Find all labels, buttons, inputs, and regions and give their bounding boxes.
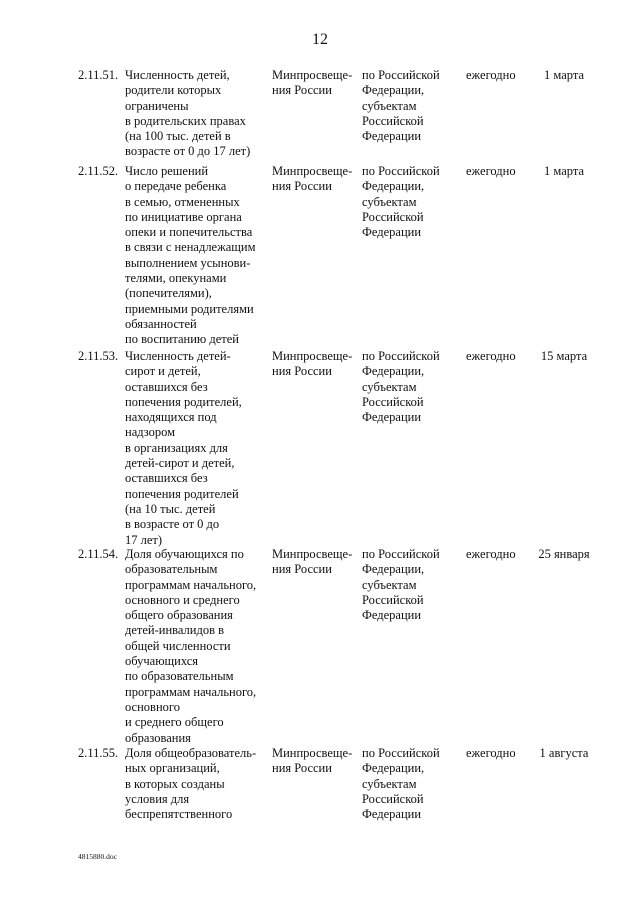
row-number: 2.11.54. [78,547,119,561]
responsible-agency: Минпросвеще- ния России [272,164,353,194]
indicator-name: Число решений о передаче ребенка в семью, отмененных по инициативе органа опеки и попечительства в связи с ненадлежащим выполнением усынови- телями, опекунами (попечителями), приемными родителями обязанностей по воспитанию детей [125,164,256,347]
frequency: ежегодно [466,746,516,760]
due-date: 25 января [538,547,590,561]
indicator-name: Численность детей, родители которых ограничены в родительских правах (на 100 тыс. детей в возрасте от 0 до 17 лет) [125,68,251,159]
due-date: 1 марта [544,68,584,82]
due-date: 15 марта [540,349,588,363]
row-number: 2.11.53. [78,349,119,363]
row-number: 2.11.51. [78,68,119,82]
row-number: 2.11.52. [78,164,119,178]
due-date: 1 августа [539,746,589,760]
footer-doc-id: 4815880.doc [78,852,117,861]
detail-level: по Российской Федерации, субъектам Российской Федерации [362,349,440,425]
indicator-name: Доля общеобразователь- ных организаций, в которых созданы условия для беспрепятственного [125,746,257,822]
detail-level: по Российской Федерации, субъектам Российской Федерации [362,547,440,623]
responsible-agency: Минпросвеще- ния России [272,746,353,776]
frequency: ежегодно [466,164,516,178]
indicator-name: Доля обучающихся по образовательным программам начального, основного и среднего общего образования детей-инвалидов в общей численности обучающихся по образовательным программам начального, основного и среднего общего образования [125,547,257,745]
frequency: ежегодно [466,547,516,561]
frequency: ежегодно [466,68,516,82]
row-number: 2.11.55. [78,746,119,760]
responsible-agency: Минпросвеще- ния России [272,68,353,98]
detail-level: по Российской Федерации, субъектам Российской Федерации [362,68,440,144]
indicator-name: Численность детей- сирот и детей, оставшихся без попечения родителей, находящихся под надзором в организациях для детей-сирот и детей, оставшихся без попечения родителей (на 10 тыс. детей в возрасте от 0 до 17 лет) [125,349,242,547]
detail-level: по Российской Федерации, субъектам Российской Федерации [362,164,440,240]
responsible-agency: Минпросвеще- ния России [272,547,353,577]
detail-level: по Российской Федерации, субъектам Российской Федерации [362,746,440,822]
due-date: 1 марта [544,164,584,178]
page-number: 12 [312,31,328,48]
responsible-agency: Минпросвеще- ния России [272,349,353,379]
frequency: ежегодно [466,349,516,363]
